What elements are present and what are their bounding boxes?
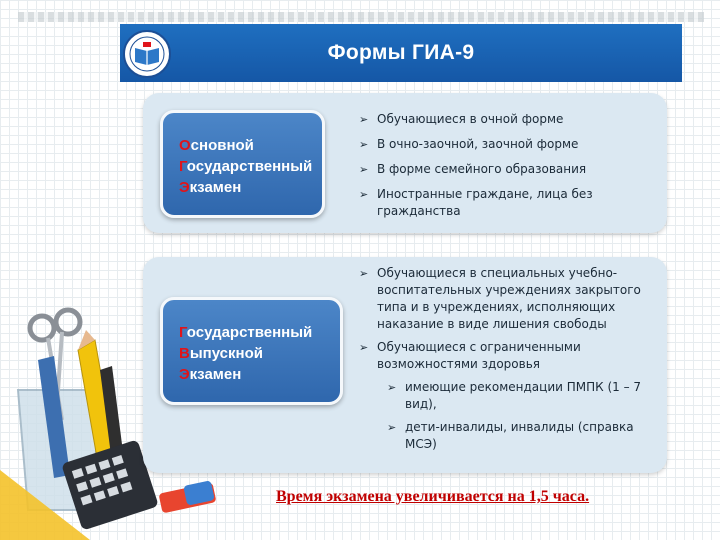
gve-badge [160, 297, 343, 405]
badge-line: Государственный [179, 324, 313, 341]
list-item: ➢ В очно-заочной, заочной форме [359, 136, 659, 153]
oge-badge [160, 110, 325, 218]
list-item: ➢ Иностранные граждане, лица без гражданства [359, 186, 659, 220]
sub-list-item: ➢ имеющие рекомендации ПМПК (1 – 7 вид), [387, 379, 659, 413]
badge-line: Выпускной [179, 345, 263, 362]
header-bar [120, 24, 682, 82]
logo [120, 28, 174, 80]
sub-list-item: ➢ дети-инвалиды, инвалиды (справка МСЭ) [387, 419, 659, 453]
list-item: ➢ Обучающиеся с ограниченными возможностями здоровья [359, 339, 659, 373]
gve-panel [143, 257, 667, 473]
badge-line: Экзамен [179, 179, 242, 196]
badge-line: Экзамен [179, 366, 242, 383]
oge-list [359, 111, 659, 228]
exam-time-note: Время экзамена увеличивается на 1,5 часа. [276, 488, 590, 505]
list-item: ➢ Обучающиеся в очной форме [359, 111, 659, 128]
top-border [18, 12, 704, 22]
book-emblem-icon [123, 30, 171, 78]
badge-line: Государственный [179, 158, 313, 175]
gve-list [359, 265, 659, 459]
oge-panel [143, 93, 667, 233]
list-item: ➢ Обучающиеся в специальных учебно-воспитательных учреждениях закрытого типа и в учреждениях, исполняющих наказание в виде лишения свободы [359, 265, 659, 333]
page-title: Формы ГИА-9 [327, 41, 475, 64]
badge-line: Основной [179, 137, 254, 154]
list-item: ➢ В форме семейного образования [359, 161, 659, 178]
